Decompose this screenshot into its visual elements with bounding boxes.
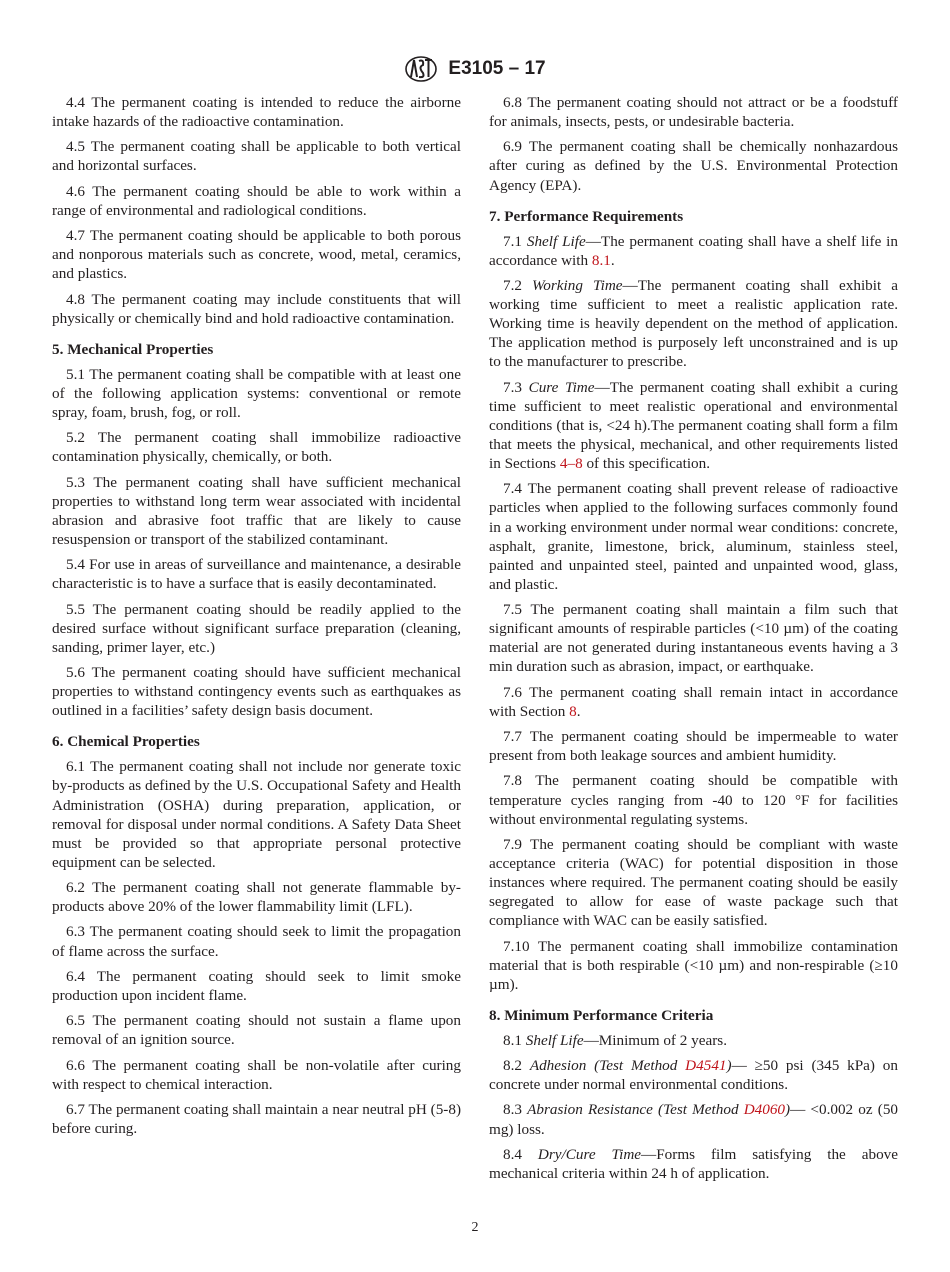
paragraph [52, 226, 461, 283]
text-run: 6.3 The permanent coating should seek to limit the propagation of flame across the surface. [52, 923, 461, 960]
text-run: —The permanent coating shall have a shelf life in accordance with [489, 232, 898, 269]
right-column [489, 93, 898, 1189]
text-run: 4.8 The permanent coating may include constituents that will physically or chemically bind and hold radioactive contamination. [52, 290, 461, 327]
paragraph [52, 1100, 461, 1138]
paragraph [52, 1056, 461, 1094]
text-run: 5.1 The permanent coating shall be compatible with at least one of the following application systems: conventional or remote spray, foam, brush, fog, or roll. [52, 365, 461, 421]
astm-logo-icon [404, 55, 438, 83]
cross-reference-link[interactable]: D4060 [743, 1101, 786, 1119]
paragraph [52, 922, 461, 960]
text-run: 7.7 The permanent coating should be impermeable to water present from both leakage sources and ambient humidity. [489, 728, 898, 765]
paragraph [489, 137, 898, 194]
paragraph [52, 428, 461, 466]
text-run: 7.9 The permanent coating should be compliant with waste acceptance criteria (WAC) for potential disposition in those instances where required. The permanent coating should be easily segregated to allow for ease of waste package such that compliance with WAC can be easily satisfied. [489, 835, 898, 930]
paragraph [489, 93, 898, 131]
paragraph [489, 276, 898, 371]
paragraph [489, 378, 898, 473]
text-run: 5.5 The permanent coating should be readily applied to the desired surface without significant surface preparation (cleaning, sanding, primer layer, etc.) [52, 600, 461, 656]
cross-reference-link[interactable]: 8 [569, 702, 577, 720]
cross-reference-link[interactable]: 4–8 [559, 455, 583, 473]
text-run: 6. Chemical Properties [52, 733, 200, 751]
italic-text: Dry/Cure Time [537, 1145, 642, 1163]
italic-text: Cure Time [528, 378, 595, 396]
paragraph [52, 182, 461, 220]
paragraph [52, 93, 461, 131]
paragraph [489, 727, 898, 765]
paragraph [489, 1031, 898, 1050]
paragraph [489, 771, 898, 828]
text-run: — <0.002 oz (50 mg) loss. [489, 1101, 899, 1138]
text-run: 8.1 [503, 1031, 526, 1049]
text-run: 7.5 The permanent coating shall maintain a film such that significant amounts of respirable particles (<10 µm) of the coating material are not generated during instantaneous events having a 3 min duration such as abrasion, impact, or earthquake. [489, 601, 898, 676]
text-run: of this specification. [582, 455, 711, 473]
paragraph [52, 878, 461, 916]
cross-reference-link[interactable]: D4541 [685, 1057, 727, 1075]
text-run: 5.4 For use in areas of surveillance and maintenance, a desirable characteristic is to have a surface that is easily decontaminated. [52, 556, 461, 593]
italic-text: Abrasion Resistance (Test Method [527, 1101, 744, 1119]
paragraph [489, 1145, 898, 1183]
paragraph [489, 232, 898, 270]
text-run: 8.3 [503, 1101, 528, 1119]
text-run: 7.8 The permanent coating should be compatible with temperature cycles ranging from -40 to 120 °F for facilities without environmental regulating systems. [489, 772, 898, 828]
text-run: 6.2 The permanent coating shall not generate flammable by-products above 20% of the lower flammability limit (LFL). [52, 879, 461, 916]
paragraph [52, 555, 461, 593]
text-run: 6.5 The permanent coating should not sustain a flame upon removal of an ignition source. [52, 1012, 461, 1049]
text-run: 8. Minimum Performance Criteria [489, 1006, 714, 1024]
text-run: 4.4 The permanent coating is intended to reduce the airborne intake hazards of the radioactive contamination. [52, 94, 461, 131]
paragraph [52, 967, 461, 1005]
text-run: 6.6 The permanent coating shall be non-volatile after curing with respect to chemical interaction. [52, 1056, 461, 1093]
text-run: —The permanent coating shall exhibit a curing time sufficient to meet realistic operational and environmental conditions (that is, <24 h).The permanent coating shall form a film that meets the physical, mechanical, and other requirements listed in Sections [489, 378, 898, 473]
paragraph [489, 835, 898, 930]
text-run: 7.4 The permanent coating shall prevent release of radioactive particles when applied to the following surfaces commonly found in a working environment under normal wear conditions: concrete, asphalt, granite, limestone, brick, aluminum, stainless steel, painted and unpainted steel, painted and unpainted wood, glass, and plastic. [489, 480, 898, 593]
section-heading [52, 340, 461, 359]
text-run: 6.4 The permanent coating should seek to limit smoke production upon incident flame. [52, 967, 461, 1004]
text-run: 5.6 The permanent coating should have sufficient mechanical properties to withstand contingency events such as earthquakes as outlined in a facilities’ safety design basis document. [52, 664, 461, 720]
text-run: 6.9 The permanent coating shall be chemically nonhazardous after curing as defined by the U.S. Environmental Protection Agency (EPA). [489, 138, 898, 194]
italic-text: Adhesion (Test Method [529, 1057, 686, 1075]
text-run: 7.6 The permanent coating shall remain intact in accordance with Section [489, 683, 898, 720]
paragraph [52, 663, 461, 720]
text-run: 6.1 The permanent coating shall not include nor generate toxic by-products as defined by the U.S. Occupational Safety and Health Administration (OSHA) during preparation, application, or removal for disposal under normal conditions. A Safety Data Sheet must be provided so that appropriate personal protective equipment can be selected. [52, 758, 461, 871]
paragraph [489, 600, 898, 676]
paragraph [489, 683, 898, 721]
paragraph [52, 757, 461, 872]
text-run: 7.3 [503, 378, 529, 396]
section-heading [52, 732, 461, 751]
paragraph [52, 473, 461, 549]
text-run: 6.8 The permanent coating should not attract or be a foodstuff for animals, insects, pests, or undesirable bacteria. [489, 94, 898, 131]
italic-text: ) [785, 1101, 791, 1119]
paragraph [52, 365, 461, 422]
text-run: 7.1 [503, 232, 527, 250]
text-run: 5.3 The permanent coating shall have sufficient mechanical properties to withstand long term wear associated with incidental abrasion and abrasive foot traffic that are likely to cause resuspension or transport of the stabilized contaminant. [52, 473, 461, 548]
paragraph [52, 1011, 461, 1049]
italic-text: ) [726, 1057, 732, 1075]
document-designation: E3105 – 17 [448, 58, 546, 79]
text-run: — ≥50 psi (345 kPa) on concrete under normal environmental conditions. [489, 1057, 898, 1094]
text-run: . [610, 251, 615, 269]
text-run: —Forms film satisfying the above mechanical criteria within 24 h of application. [489, 1145, 898, 1182]
text-run: 7.2 [503, 277, 533, 295]
text-run: 6.7 The permanent coating shall maintain a near neutral pH (5-8) before curing. [52, 1100, 461, 1138]
paragraph [489, 1056, 898, 1094]
paragraph [489, 479, 898, 594]
page-header [0, 55, 950, 83]
text-run: 7. Performance Requirements [489, 207, 684, 225]
page-number: 2 [471, 1220, 479, 1235]
paragraph [52, 600, 461, 657]
paragraph [489, 937, 898, 994]
text-run: —The permanent coating shall exhibit a working time sufficient to meet a realistic application rate. Working time is heavily dependent on the method of application. The application method is purposely left unconstrained and is up to the manufacturer to prescribe. [489, 277, 899, 371]
italic-text: Shelf Life [526, 232, 586, 250]
italic-text: Working Time [532, 277, 623, 295]
paragraph [52, 290, 461, 328]
text-run: —Minimum of 2 years. [583, 1031, 727, 1049]
section-heading [489, 207, 898, 226]
text-run: 7.10 The permanent coating shall immobilize contamination material that is both respirable (<10 µm) and non-respirable (≥10 µm). [489, 937, 898, 993]
text-run: 4.7 The permanent coating should be applicable to both porous and nonporous materials such as concrete, wood, metal, ceramics, and plastics. [52, 227, 461, 283]
text-run: 8.2 [503, 1057, 530, 1075]
text-run: 4.5 The permanent coating shall be applicable to both vertical and horizontal surfaces. [52, 138, 461, 175]
paragraph [52, 137, 461, 175]
text-run: 5.2 The permanent coating shall immobilize radioactive contamination physically, chemically, or both. [52, 429, 461, 466]
italic-text: Shelf Life [525, 1031, 584, 1049]
left-column [52, 93, 461, 1144]
text-run: 8.4 [503, 1145, 538, 1163]
text-run: 4.6 The permanent coating should be able to work within a range of environmental and radiological conditions. [52, 182, 461, 219]
cross-reference-link[interactable]: 8.1 [591, 251, 611, 269]
paragraph [489, 1100, 898, 1138]
text-run: 5. Mechanical Properties [52, 340, 214, 358]
section-heading [489, 1006, 898, 1025]
text-run: . [576, 702, 581, 720]
